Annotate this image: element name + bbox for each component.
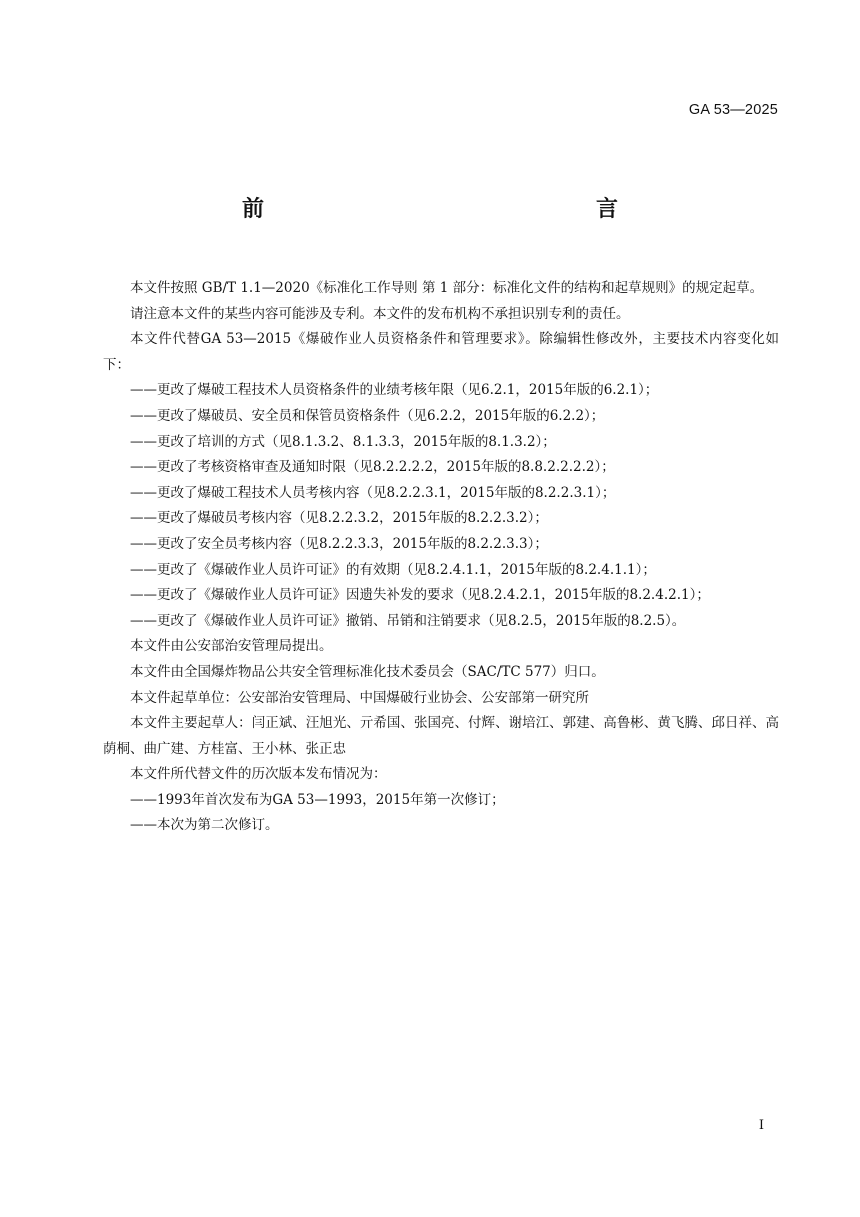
history-list <box>103 788 779 839</box>
document-code: GA 53—2025 <box>688 102 778 118</box>
list-item: ——更改了爆破员考核内容（见8.2.2.3.2，2015年版的8.2.2.3.2）； <box>130 510 548 527</box>
paragraph-history-intro: 本文件所代替文件的历次版本发布情况为： <box>130 766 387 783</box>
list-item: ——更改了《爆破作业人员许可证》撤销、吊销和注销要求（见8.2.5，2015年版的8.2.5）。 <box>130 612 686 629</box>
list-item: ——本次为第二次修订。 <box>130 817 279 834</box>
list-item: ——更改了安全员考核内容（见8.2.2.3.3，2015年版的8.2.2.3.3）； <box>130 535 548 552</box>
paragraph-drafting-units: 本文件起草单位：公安部治安管理局、中国爆破行业协会、公安部第一研究所 <box>130 689 589 706</box>
foreword-body <box>103 276 779 839</box>
changes-list <box>103 378 779 634</box>
paragraph-proposer: 本文件由公安部治安管理局提出。 <box>130 638 333 655</box>
paragraph-patent-notice: 请注意本文件的某些内容可能涉及专利。本文件的发布机构不承担识别专利的责任。 <box>130 305 630 322</box>
paragraph-drafters: 本文件主要起草人：闫正斌、汪旭光、亓希国、张国亮、付辉、谢培江、郭建、高鲁彬、黄飞腾、邱日祥、高荫桐、曲广建、方桂富、王小林、张正忠 <box>103 715 779 757</box>
paragraph-replacement: 本文件代替GA 53—2015《爆破作业人员资格条件和管理要求》。除编辑性修改外，主要技术内容变化如下： <box>103 331 779 373</box>
list-item: ——更改了《爆破作业人员许可证》的有效期（见8.2.4.1.1，2015年版的8.2.4.1.1）； <box>130 561 656 578</box>
list-item: ——更改了培训的方式（见8.1.3.2、8.1.3.3，2015年版的8.1.3.2）； <box>130 433 556 450</box>
page-number: I <box>758 1118 764 1133</box>
paragraph-committee: 本文件由全国爆炸物品公共安全管理标准化技术委员会（SAC/TC 577）归口。 <box>130 663 605 680</box>
list-item: ——更改了爆破员、安全员和保管员资格条件（见6.2.2，2015年版的6.2.2）； <box>130 407 605 424</box>
list-item: ——更改了爆破工程技术人员考核内容（见8.2.2.3.1，2015年版的8.2.2.3.1）； <box>130 484 616 501</box>
list-item: ——更改了《爆破作业人员许可证》因遗失补发的要求（见8.2.4.2.1，2015年版的8.2.4.2.1）； <box>130 587 710 604</box>
list-item: ——更改了爆破工程技术人员资格条件的业绩考核年限（见6.2.1，2015年版的6.2.1）； <box>130 382 659 399</box>
paragraph-drafting-rules: 本文件按照 GB/T 1.1—2020《标准化工作导则 第 1 部分：标准化文件的结构和起草规则》的规定起草。 <box>130 280 764 296</box>
page-title: 前 言 <box>241 197 714 222</box>
list-item: ——更改了考核资格审查及通知时限（见8.2.2.2.2，2015年版的8.8.2.2.2.2）； <box>130 459 615 476</box>
list-item: ——1993年首次发布为GA 53—1993，2015年第一次修订； <box>130 791 505 808</box>
